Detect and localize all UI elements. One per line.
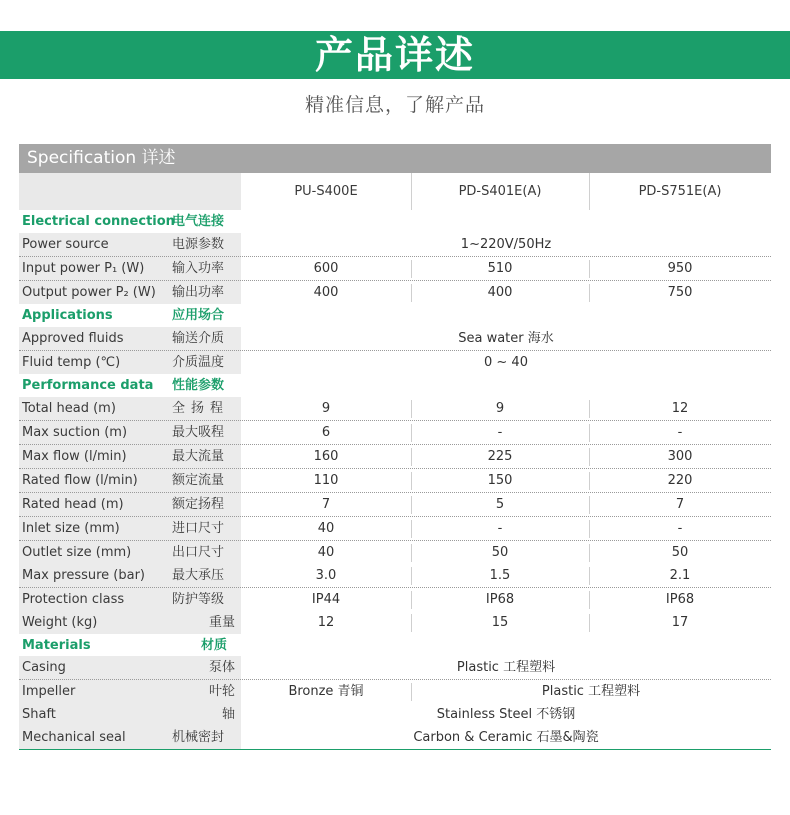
spec-header-title: Specification 详述 xyxy=(27,148,176,168)
cell-value: 3.0 xyxy=(315,568,337,583)
model-header-row xyxy=(19,173,771,210)
row-label-zh: 额定扬程 xyxy=(170,493,241,517)
row-label-zh: 输出功率 xyxy=(170,281,241,305)
row-label-zh: 额定流量 xyxy=(170,469,241,493)
category-label-en: Applications xyxy=(22,308,113,323)
table-row xyxy=(19,517,771,541)
cell-value: Carbon & Ceramic 石墨&陶瓷 xyxy=(413,730,599,745)
cell-value: 9 xyxy=(495,401,505,416)
category-materials xyxy=(19,634,771,658)
row-label-en: Fluid temp (℃) xyxy=(22,351,170,375)
cell-value: Bronze 青铜 xyxy=(288,684,364,699)
row-label-en: Mechanical seal xyxy=(22,726,170,750)
table-row xyxy=(19,351,771,375)
cell-value: 7 xyxy=(321,497,331,512)
cell-value: 225 xyxy=(487,449,513,464)
row-label-en: Shaft xyxy=(22,703,170,727)
row-label-zh: 最大吸程 xyxy=(170,421,241,445)
table-row xyxy=(19,397,771,421)
cell-value: 400 xyxy=(313,285,339,300)
model-1: PU-S400E xyxy=(294,184,358,199)
cell-value: 510 xyxy=(487,261,513,276)
table-row xyxy=(19,493,771,517)
row-label-zh: 泵体 xyxy=(170,656,241,680)
cell-value: Plastic 工程塑料 xyxy=(541,684,641,699)
row-label-en: Casing xyxy=(22,656,170,680)
cell-value: 1.5 xyxy=(489,568,511,583)
row-label-zh: 全扬程 xyxy=(170,397,241,421)
table-row xyxy=(19,327,771,351)
row-label-zh: 轴 xyxy=(170,703,241,727)
cell-value: 2.1 xyxy=(669,568,691,583)
cell-value: 7 xyxy=(675,497,685,512)
cell-value: 12 xyxy=(671,401,689,416)
row-label-en: Max flow (l/min) xyxy=(22,445,170,469)
cell-value: 15 xyxy=(491,615,509,630)
row-label-en: Protection class xyxy=(22,588,170,612)
row-label-zh: 最大承压 xyxy=(170,564,241,588)
category-label-zh: 电气连接 xyxy=(172,214,225,229)
table-row xyxy=(19,588,771,612)
table-row xyxy=(19,680,771,704)
cell-value: 40 xyxy=(317,521,335,536)
row-label-zh: 介质温度 xyxy=(170,351,241,375)
row-label-en: Inlet size (mm) xyxy=(22,517,170,541)
cell-value: 12 xyxy=(317,615,335,630)
row-label-en: Max pressure (bar) xyxy=(22,564,170,588)
cell-value: 6 xyxy=(321,425,331,440)
row-label-zh: 最大流量 xyxy=(170,445,241,469)
cell-value: - xyxy=(677,521,683,536)
row-label-en: Total head (m) xyxy=(22,397,170,421)
row-label-zh: 输入功率 xyxy=(170,257,241,281)
category-label-zh: 材质 xyxy=(201,638,228,653)
row-label-zh: 输送介质 xyxy=(170,327,241,351)
row-label-zh: 机械密封 xyxy=(170,726,241,750)
category-performance xyxy=(19,374,771,398)
row-label-zh: 防护等级 xyxy=(170,588,241,612)
cell-value: 50 xyxy=(491,545,509,560)
table-row xyxy=(19,469,771,493)
spec-header xyxy=(19,144,771,173)
row-label-en: Outlet size (mm) xyxy=(22,541,170,565)
row-label-en: Rated flow (l/min) xyxy=(22,469,170,493)
table-row xyxy=(19,257,771,281)
row-label-zh: 重量 xyxy=(170,611,241,635)
table-row xyxy=(19,564,771,588)
category-label-zh: 应用场合 xyxy=(172,308,225,323)
cell-value: 1~220V/50Hz xyxy=(460,237,552,252)
cell-value: 50 xyxy=(671,545,689,560)
row-label-zh: 电源参数 xyxy=(170,233,241,257)
row-label-zh: 进口尺寸 xyxy=(170,517,241,541)
cell-value: 400 xyxy=(487,285,513,300)
cell-value: IP68 xyxy=(665,592,695,607)
model-3: PD-S751E(A) xyxy=(638,184,722,199)
cell-value: 160 xyxy=(313,449,339,464)
cell-value: 17 xyxy=(671,615,689,630)
row-label-en: Input power P₁ (W) xyxy=(22,257,170,281)
cell-value: 750 xyxy=(667,285,693,300)
cell-value: 9 xyxy=(321,401,331,416)
row-label-zh: 叶轮 xyxy=(170,680,241,704)
cell-value: IP68 xyxy=(485,592,515,607)
page-subtitle: 精准信息，了解产品 xyxy=(304,94,485,116)
row-label-en: Max suction (m) xyxy=(22,421,170,445)
table-row xyxy=(19,445,771,469)
cell-value: 110 xyxy=(313,473,339,488)
cell-value: Plastic 工程塑料 xyxy=(456,660,556,675)
category-label-zh: 性能参数 xyxy=(172,378,225,393)
row-label-en: Weight (kg) xyxy=(22,611,170,635)
cell-value: 950 xyxy=(667,261,693,276)
page-title: 产品详述 xyxy=(314,33,475,77)
table-row xyxy=(19,421,771,445)
model-header-blank xyxy=(19,173,241,210)
cell-value: 150 xyxy=(487,473,513,488)
cell-value: - xyxy=(677,425,683,440)
cell-value: Sea water 海水 xyxy=(458,331,554,346)
cell-value: 0 ~ 40 xyxy=(484,355,528,370)
row-label-zh: 出口尺寸 xyxy=(170,541,241,565)
table-bottom-rule xyxy=(19,749,771,750)
row-label-en: Impeller xyxy=(22,680,170,704)
row-label-en: Approved fluids xyxy=(22,327,170,351)
cell-value: 40 xyxy=(317,545,335,560)
cell-value: - xyxy=(497,425,503,440)
category-label-en: Materials xyxy=(22,638,91,653)
cell-value: 600 xyxy=(313,261,339,276)
cell-value: - xyxy=(497,521,503,536)
category-label-en: Electrical connection xyxy=(22,214,175,229)
table-row xyxy=(19,726,771,750)
table-row xyxy=(19,541,771,565)
cell-value: IP44 xyxy=(311,592,341,607)
table-row xyxy=(19,703,771,727)
cell-value: 5 xyxy=(495,497,505,512)
row-label-en: Power source xyxy=(22,233,170,257)
table-row xyxy=(19,611,771,635)
category-electrical xyxy=(19,210,771,234)
table-row xyxy=(19,233,771,257)
category-applications xyxy=(19,304,771,328)
row-label-en: Output power P₂ (W) xyxy=(22,281,170,305)
category-label-en: Performance data xyxy=(22,378,154,393)
cell-value: 220 xyxy=(667,473,693,488)
cell-value: Stainless Steel 不锈钢 xyxy=(436,707,576,722)
table-row xyxy=(19,656,771,680)
cell-value: 300 xyxy=(667,449,693,464)
table-row xyxy=(19,281,771,305)
model-2: PD-S401E(A) xyxy=(458,184,542,199)
row-label-en: Rated head (m) xyxy=(22,493,170,517)
